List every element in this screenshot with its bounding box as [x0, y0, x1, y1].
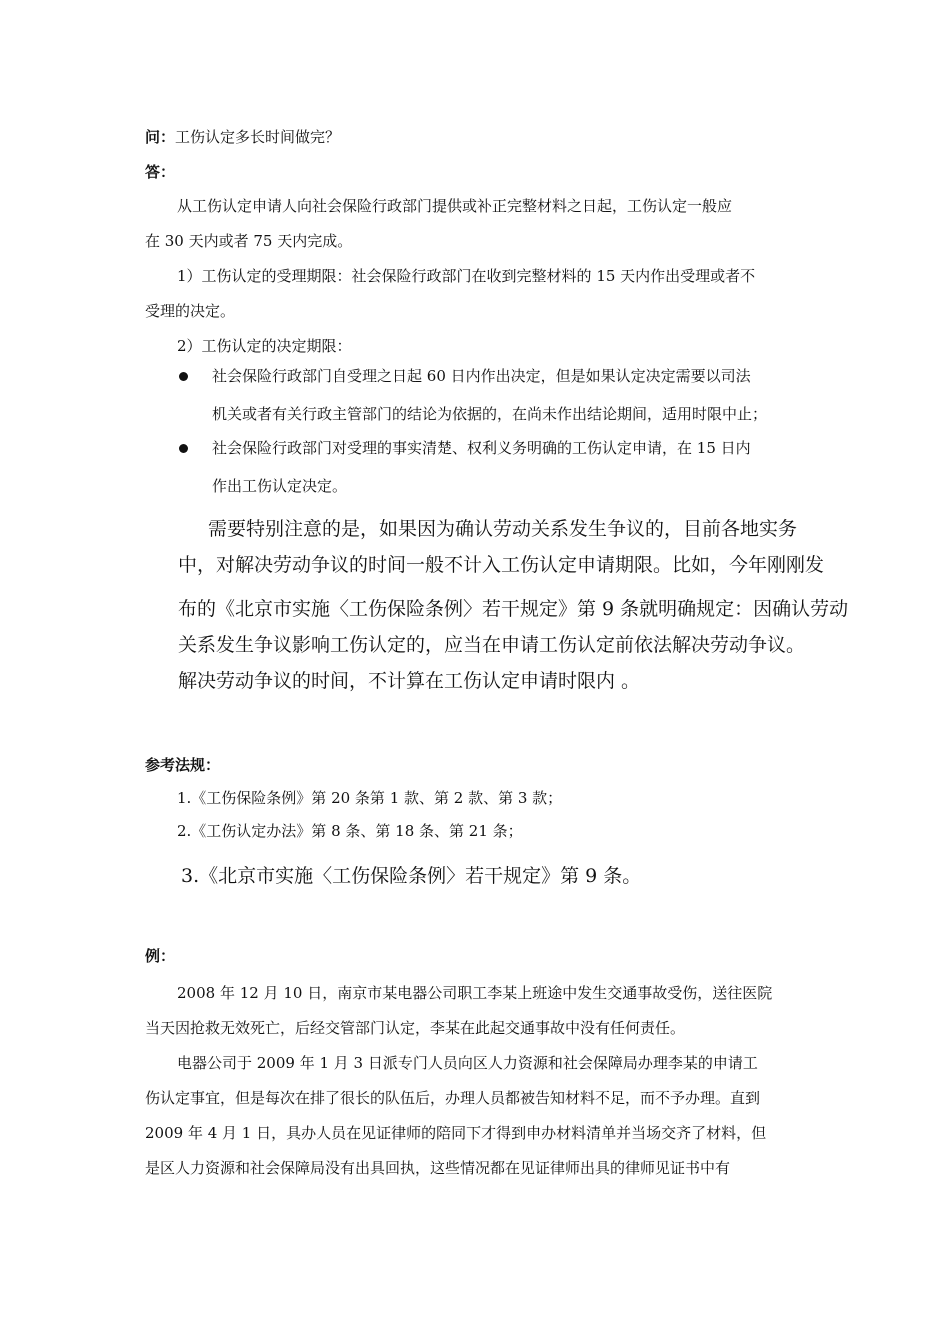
question-text: 工伤认定多长时间做完？ — [175, 128, 341, 146]
example-p2-line-1: 电器公司于 2009 年 1 月 3 日派专门人员向区人力资源和社会保障局办理李某的申请工 — [177, 1054, 758, 1072]
point2-title: 2）工伤认定的决定期限： — [177, 337, 352, 355]
reference-item-1: 1.《工伤保险条例》第 20 条第 1 款、第 2 款、第 3 款； — [177, 789, 563, 807]
question-label: 问： — [145, 128, 176, 146]
note-line-1: 需要特别注意的是，如果因为确认劳动关系发生争议的，目前各地实务 — [208, 518, 798, 540]
example-p1-line-2: 当天因抢救无效死亡，后经交管部门认定，李某在此起交通事故中没有任何责任。 — [145, 1019, 686, 1037]
example-p2-line-3: 2009 年 4 月 1 日，具办人员在见证律师的陪同下才得到申办材料清单并当场交齐了材料，但 — [145, 1124, 767, 1142]
point1-line-1: 1）工伤认定的受理期限：社会保险行政部门在收到完整材料的 15 天内作出受理或者不 — [177, 267, 756, 285]
note-line-5: 解决劳动争议的时间，不计算在工伤认定申请时限内 。 — [178, 670, 641, 692]
bullet1-line-1: 社会保险行政部门自受理之日起 60 日内作出决定，但是如果认定决定需要以司法 — [212, 367, 751, 385]
bullet2-line-1: 社会保险行政部门对受理的事实清楚、权利义务明确的工伤认定申请，在 15 日内 — [212, 439, 751, 457]
answer-label: 答： — [145, 163, 176, 181]
example-title: 例： — [145, 947, 176, 965]
bullet-icon — [179, 372, 188, 381]
bullet2-line-2: 作出工伤认定决定。 — [212, 477, 348, 495]
references-title: 参考法规： — [145, 756, 221, 774]
answer-intro-line-1: 从工伤认定申请人向社会保险行政部门提供或补正完整材料之日起，工伤认定一般应 — [177, 197, 733, 215]
reference-item-2: 2.《工伤认定办法》第 8 条、第 18 条、第 21 条； — [177, 822, 523, 840]
example-p1-line-1: 2008 年 12 月 10 日，南京市某电器公司职工李某上班途中发生交通事故受伤，送往医院 — [177, 984, 773, 1002]
point1-line-2: 受理的决定。 — [145, 302, 236, 320]
question-line — [145, 127, 340, 147]
reference-item-3: 3.《北京市实施〈工伤保险条例〉若干规定》第 9 条。 — [181, 865, 642, 887]
note-line-2: 中，对解决劳动争议的时间一般不计入工伤认定申请期限。比如，今年刚刚发 — [178, 554, 825, 576]
bullet1-line-2: 机关或者有关行政主管部门的结论为依据的，在尚未作出结论期间，适用时限中止； — [212, 405, 768, 423]
answer-intro-line-2: 在 30 天内或者 75 天内完成。 — [145, 232, 353, 250]
example-p2-line-4: 是区人力资源和社会保障局没有出具回执，这些情况都在见证律师出具的律师见证书中有 — [145, 1159, 731, 1177]
example-p2-line-2: 伤认定事宜，但是每次在排了很长的队伍后，办理人员都被告知材料不足，而不予办理。直到 — [145, 1089, 761, 1107]
bullet-icon — [179, 444, 188, 453]
note-line-3: 布的《北京市实施〈工伤保险条例〉若干规定》第 9 条就明确规定：因确认劳动 — [178, 598, 849, 620]
note-line-4: 关系发生争议影响工伤认定的，应当在申请工伤认定前依法解决劳动争议。 — [178, 634, 806, 656]
